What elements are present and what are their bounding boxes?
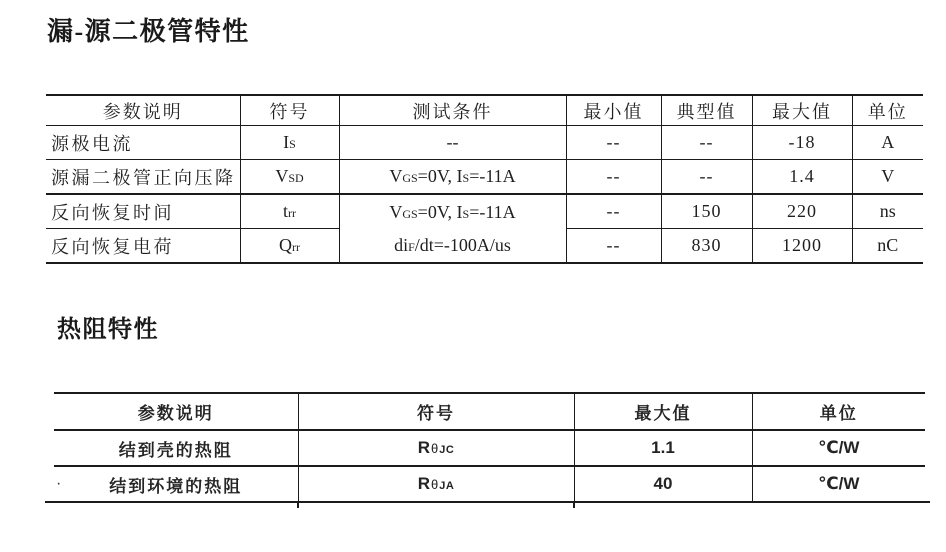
param-col-header: 参数说明 (54, 393, 298, 430)
max-cell: -18 (752, 126, 852, 160)
symbol-cell: RθJA (298, 466, 574, 501)
table-header-row (54, 393, 925, 430)
unit-cell: V (852, 160, 923, 195)
cond-cell: -- (339, 126, 566, 160)
table-row-forward-voltage (46, 160, 923, 195)
min-cell: -- (566, 229, 661, 264)
cond-line-2: diF/dt=-100A/us (394, 234, 511, 255)
table-bottom-rule (45, 501, 930, 503)
cond-col-header: 测试条件 (339, 95, 566, 126)
symbol-cell: Qrr (240, 229, 339, 264)
max-col-header: 最大值 (574, 393, 752, 430)
column-rule-tail (573, 503, 575, 508)
min-col-header: 最小值 (566, 95, 661, 126)
cond-line-1: VGS=0V, IS=-11A (389, 201, 516, 222)
symbol-col-header: 符号 (240, 95, 339, 126)
max-cell: 1.4 (752, 160, 852, 195)
table-row-source-current (46, 126, 923, 160)
unit-cell: ℃/W (752, 466, 925, 501)
unit-col-header: 单位 (752, 393, 925, 430)
unit-col-header: 单位 (852, 95, 923, 126)
diode-characteristics-table (46, 94, 923, 264)
symbol-cell: VSD (240, 160, 339, 195)
max-cell: 1200 (752, 229, 852, 264)
typ-cell: 150 (661, 194, 752, 229)
unit-cell: nC (852, 229, 923, 264)
param-cell: 结到环境的热阻 (54, 466, 298, 501)
min-cell: -- (566, 160, 661, 195)
unit-cell: ℃/W (752, 430, 925, 466)
max-cell: 220 (752, 194, 852, 229)
typ-cell: -- (661, 126, 752, 160)
stray-scan-dot: · (56, 475, 62, 492)
cond-cell: VGS=0V, IS=-11A (339, 160, 566, 195)
typ-cell: 830 (661, 229, 752, 264)
table-row-reverse-recovery-time (46, 194, 923, 229)
unit-cell: A (852, 126, 923, 160)
symbol-cell: RθJC (298, 430, 574, 466)
table-row-junction-to-case (54, 430, 925, 466)
typ-col-header: 典型值 (661, 95, 752, 126)
cond-merged-cell (339, 194, 566, 263)
param-cell: 源漏二极管正向压降 (46, 160, 240, 195)
min-cell: -- (566, 194, 661, 229)
param-cell: 结到壳的热阻 (118, 440, 233, 460)
param-cell: 反向恢复电荷 (46, 229, 240, 264)
max-cell: 1.1 (574, 430, 752, 466)
symbol-col-header: 符号 (298, 393, 574, 430)
symbol-cell: IS (240, 126, 339, 160)
max-col-header: 最大值 (752, 95, 852, 126)
thermal-resistance-table (54, 392, 925, 501)
table-header-row (46, 95, 923, 126)
param-cell: 源极电流 (46, 126, 240, 160)
param-cell: 反向恢复时间 (46, 194, 240, 229)
param-col-header: 参数说明 (46, 95, 240, 126)
min-cell: -- (566, 126, 661, 160)
table-row-junction-to-ambient (54, 466, 925, 501)
unit-cell: ns (852, 194, 923, 229)
typ-cell: -- (661, 160, 752, 195)
thermal-section-title: 热阻特性 (57, 317, 159, 343)
diode-section-title: 漏-源二极管特性 (47, 17, 250, 46)
symbol-cell: trr (240, 194, 339, 229)
max-cell: 40 (574, 466, 752, 501)
column-rule-tail (297, 503, 299, 508)
